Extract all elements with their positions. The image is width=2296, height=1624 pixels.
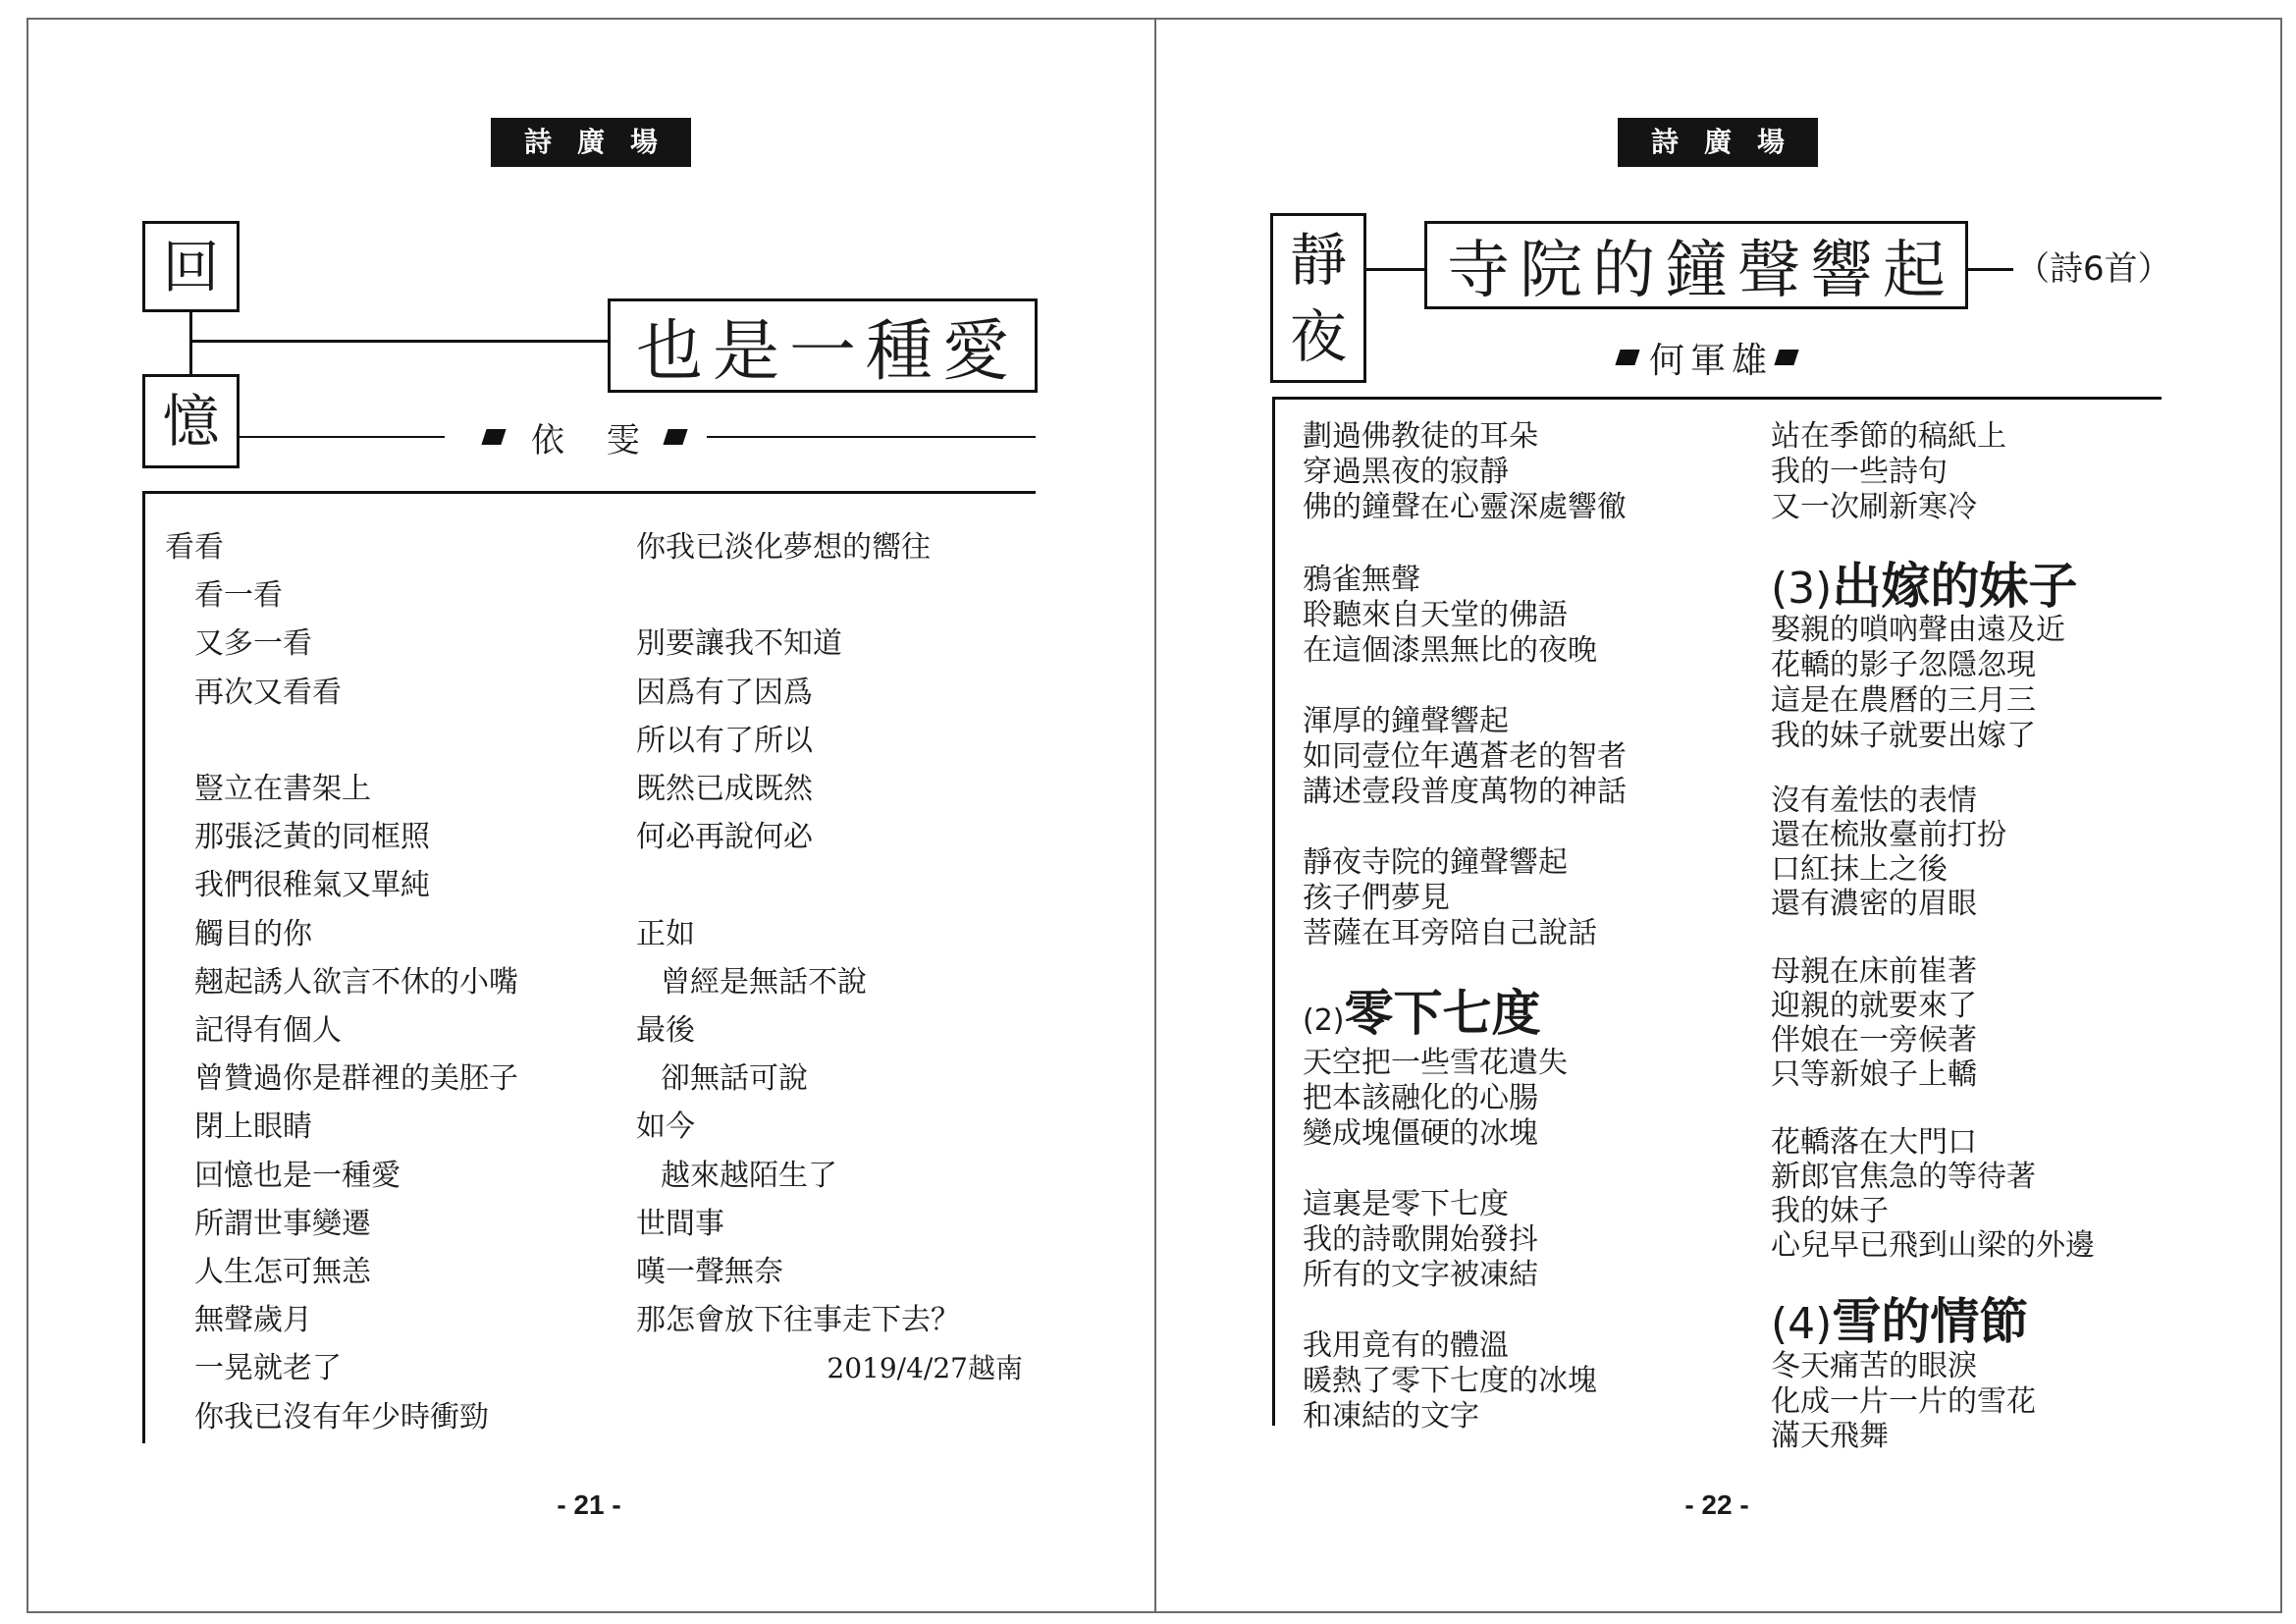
poem-line: 聆聽來自天堂的佛語 <box>1303 598 1568 632</box>
square-bullet-icon <box>1774 350 1798 365</box>
stanza <box>165 523 518 717</box>
poem-line: 回憶也是一種愛 <box>194 1158 400 1193</box>
poem-line: 還有濃密的眉眼 <box>1771 887 1977 921</box>
poem-line: 迎親的就要來了 <box>1771 989 1977 1023</box>
column-box-top <box>142 221 240 312</box>
poem-line: 我們很稚氣又單純 <box>194 868 430 903</box>
stanza <box>165 765 518 1441</box>
poem-number: (3) <box>1771 564 1833 614</box>
column-char: 夜 <box>1289 302 1347 370</box>
poem-line: 我用竟有的體溫 <box>1303 1328 1509 1363</box>
poem-line: 鴉雀無聲 <box>1303 563 1420 597</box>
stanza <box>1771 954 1977 1092</box>
author-name: 何軍雄 <box>1649 340 1774 381</box>
poem-line: 曾贊過你是群裡的美胚子 <box>194 1061 518 1097</box>
byline <box>484 415 685 459</box>
poem-line: 菩薩在耳旁陪自己說話 <box>1303 916 1597 950</box>
stanza <box>1303 563 1597 669</box>
poem-line: 你我已淡化夢想的嚮往 <box>636 530 931 565</box>
poem-line: 再次又看看 <box>194 675 342 710</box>
poem-line: 新郎官焦急的等待著 <box>1771 1160 2036 1194</box>
poem-line: 母親在床前崔著 <box>1771 954 1977 989</box>
poem-line: 天空把一些雪花遺失 <box>1303 1046 1568 1080</box>
poem-line: 觸目的你 <box>194 916 312 951</box>
stanza <box>1303 704 1627 810</box>
poem-line: 站在季節的稿紙上 <box>1771 419 2006 454</box>
poem-number: (4) <box>1771 1299 1833 1349</box>
poem-line: 我的妹子 <box>1771 1194 1889 1228</box>
poem-line: 娶親的嗩吶聲由遠及近 <box>1771 613 2065 647</box>
poem-date: 2019/4/27越南 <box>827 1352 1023 1384</box>
stanza <box>1303 419 1627 525</box>
poem-line: 沒有羞怯的表情 <box>1771 784 1977 818</box>
horizontal-rule <box>1272 397 2162 400</box>
byline-rule <box>707 436 1036 438</box>
poem-heading-title: 雪的情節 <box>1832 1293 2029 1350</box>
section-label: 詩廣場 <box>491 118 691 167</box>
poem-line: 靜夜寺院的鐘聲響起 <box>1303 845 1568 880</box>
poem-line: 如今 <box>636 1110 695 1145</box>
connector-line <box>1968 268 2013 271</box>
poem-line: 所謂世事變遷 <box>194 1206 371 1241</box>
poem-line: 暖熱了零下七度的冰塊 <box>1303 1364 1597 1398</box>
poem-line: 所以有了所以 <box>636 723 813 758</box>
page-number: - 21 - <box>557 1489 621 1520</box>
byline-rule <box>240 436 445 438</box>
stanza <box>1771 1125 2095 1263</box>
poem-line: 把本該融化的心腸 <box>1303 1081 1538 1115</box>
poem-line: 和凍結的文字 <box>1303 1399 1479 1434</box>
poem-line: 世間事 <box>636 1206 724 1241</box>
poem-line: 滿天飛舞 <box>1771 1419 1889 1453</box>
poem-line: 穿過黑夜的寂靜 <box>1303 455 1509 489</box>
square-bullet-icon <box>481 429 506 445</box>
connector-line <box>189 312 192 374</box>
series-title: 寺院的鐘聲響起 <box>1424 221 1968 309</box>
poem-line: 又多一看 <box>194 626 312 662</box>
poem-line: 又一次刷新寒冷 <box>1771 490 1977 524</box>
poem-line: 變成塊僵硬的冰塊 <box>1303 1116 1538 1151</box>
column-char: 靜 <box>1289 226 1347 294</box>
poem-heading-title: 出嫁的妹子 <box>1832 558 2078 615</box>
poem-line: 一晃就老了 <box>194 1351 342 1386</box>
poem-line: 人生怎可無恙 <box>194 1255 371 1290</box>
poem-line: 何必再說何必 <box>636 820 813 855</box>
poem-line: 正如 <box>636 916 695 951</box>
page-number: - 22 - <box>1684 1489 1749 1520</box>
poem-line: 心兒早已飛到山梁的外邊 <box>1771 1228 2095 1263</box>
stanza <box>1771 784 2006 921</box>
poem-line: 只等新娘子上轎 <box>1771 1057 1977 1092</box>
stanza <box>1771 1349 2036 1454</box>
square-bullet-icon <box>663 429 687 445</box>
poem-heading <box>1303 986 1541 1049</box>
poem-heading-title: 零下七度 <box>1344 985 1541 1042</box>
poem-line: 你我已沒有年少時衝勁 <box>194 1399 489 1435</box>
poem-line: 我的一些詩句 <box>1771 455 1948 489</box>
poem-line: 這是在農曆的三月三 <box>1771 683 2036 718</box>
page-divider <box>1154 18 1156 1613</box>
poem-column-left <box>165 523 518 1441</box>
poem-line: 冬天痛苦的眼淚 <box>1771 1349 1977 1383</box>
poem-line: 孩子們夢見 <box>1303 881 1450 915</box>
poem-line: 我的妹子就要出嫁了 <box>1771 719 2036 753</box>
poem-line: 如同壹位年邁蒼老的智者 <box>1303 739 1627 774</box>
column-box-bottom <box>142 374 240 468</box>
poem-line: 所有的文字被凍結 <box>1303 1258 1538 1292</box>
vertical-rule <box>1272 397 1275 1426</box>
poem-line: 花轎落在大門口 <box>1771 1125 1977 1160</box>
series-subtitle: （詩6首） <box>2016 249 2171 289</box>
horizontal-rule <box>142 491 1036 494</box>
poem-line: 口紅抹上之後 <box>1771 852 1948 887</box>
poem-line: 看看 <box>165 530 224 565</box>
column-char: 回 <box>162 233 220 300</box>
poem-line: 最後 <box>636 1013 695 1048</box>
poem-line: 豎立在書架上 <box>194 772 371 806</box>
stanza <box>1771 419 2006 525</box>
poem-line: 閉上眼睛 <box>194 1110 312 1145</box>
stanza <box>1771 613 2065 754</box>
poem-line: 這裏是零下七度 <box>1303 1187 1509 1221</box>
stanza <box>636 910 960 1345</box>
poem-line: 劃過佛教徒的耳朵 <box>1303 419 1538 454</box>
poem-line: 別要讓我不知道 <box>636 626 842 662</box>
poem-line: 記得有個人 <box>194 1013 342 1049</box>
poem-title: 也是一種愛 <box>608 298 1038 393</box>
vertical-rule <box>142 491 145 1443</box>
poem-line: 我的詩歌開始發抖 <box>1303 1222 1538 1257</box>
stanza <box>1303 845 1597 951</box>
square-bullet-icon <box>1615 350 1639 365</box>
poem-line: 嘆一聲無奈 <box>636 1255 783 1290</box>
poem-line: 看一看 <box>194 578 283 614</box>
section-label: 詩廣場 <box>1618 118 1818 167</box>
byline <box>1618 336 1796 379</box>
poem-heading <box>1771 1294 2028 1352</box>
poem-line: 曾經是無話不說 <box>661 964 867 1000</box>
poem-line: 無聲歲月 <box>194 1303 312 1338</box>
poem-number: (2) <box>1303 1003 1345 1038</box>
stanza <box>636 620 960 861</box>
poem-line: 翹起誘人欲言不休的小嘴 <box>194 964 518 1000</box>
poem-line: 花轎的影子忽隱忽現 <box>1771 648 2036 682</box>
poem-line: 還在梳妝臺前打扮 <box>1771 818 2006 852</box>
poem-line: 卻無話可說 <box>661 1061 808 1097</box>
poem-line: 化成一片一片的雪花 <box>1771 1383 2036 1419</box>
poem-line: 因爲有了因爲 <box>636 675 813 710</box>
poem-line: 渾厚的鐘聲響起 <box>1303 704 1509 738</box>
poem-line: 既然已成既然 <box>636 772 813 806</box>
connector-line <box>1366 268 1425 271</box>
poem-line: 那怎會放下往事走下去？ <box>636 1303 960 1338</box>
poem-line: 那張泛黃的同框照 <box>194 820 430 855</box>
poem-column-right <box>636 523 960 1344</box>
poem-line: 佛的鐘聲在心靈深處響徹 <box>1303 490 1627 524</box>
stanza <box>1303 1046 1568 1152</box>
stanza <box>636 523 960 571</box>
stanza <box>1303 1187 1538 1293</box>
column-box <box>1270 213 1366 383</box>
poem-line: 越來越陌生了 <box>661 1158 837 1193</box>
connector-line <box>189 340 609 343</box>
author-name: 依 雯 <box>531 420 656 460</box>
stanza <box>1303 1328 1597 1435</box>
poem-line: 伴娘在一旁候著 <box>1771 1023 1977 1057</box>
poem-line: 講述壹段普度萬物的神話 <box>1303 775 1627 809</box>
column-char: 憶 <box>162 388 220 455</box>
poem-heading <box>1771 559 2077 617</box>
poem-line: 在這個漆黑無比的夜晚 <box>1303 633 1597 668</box>
